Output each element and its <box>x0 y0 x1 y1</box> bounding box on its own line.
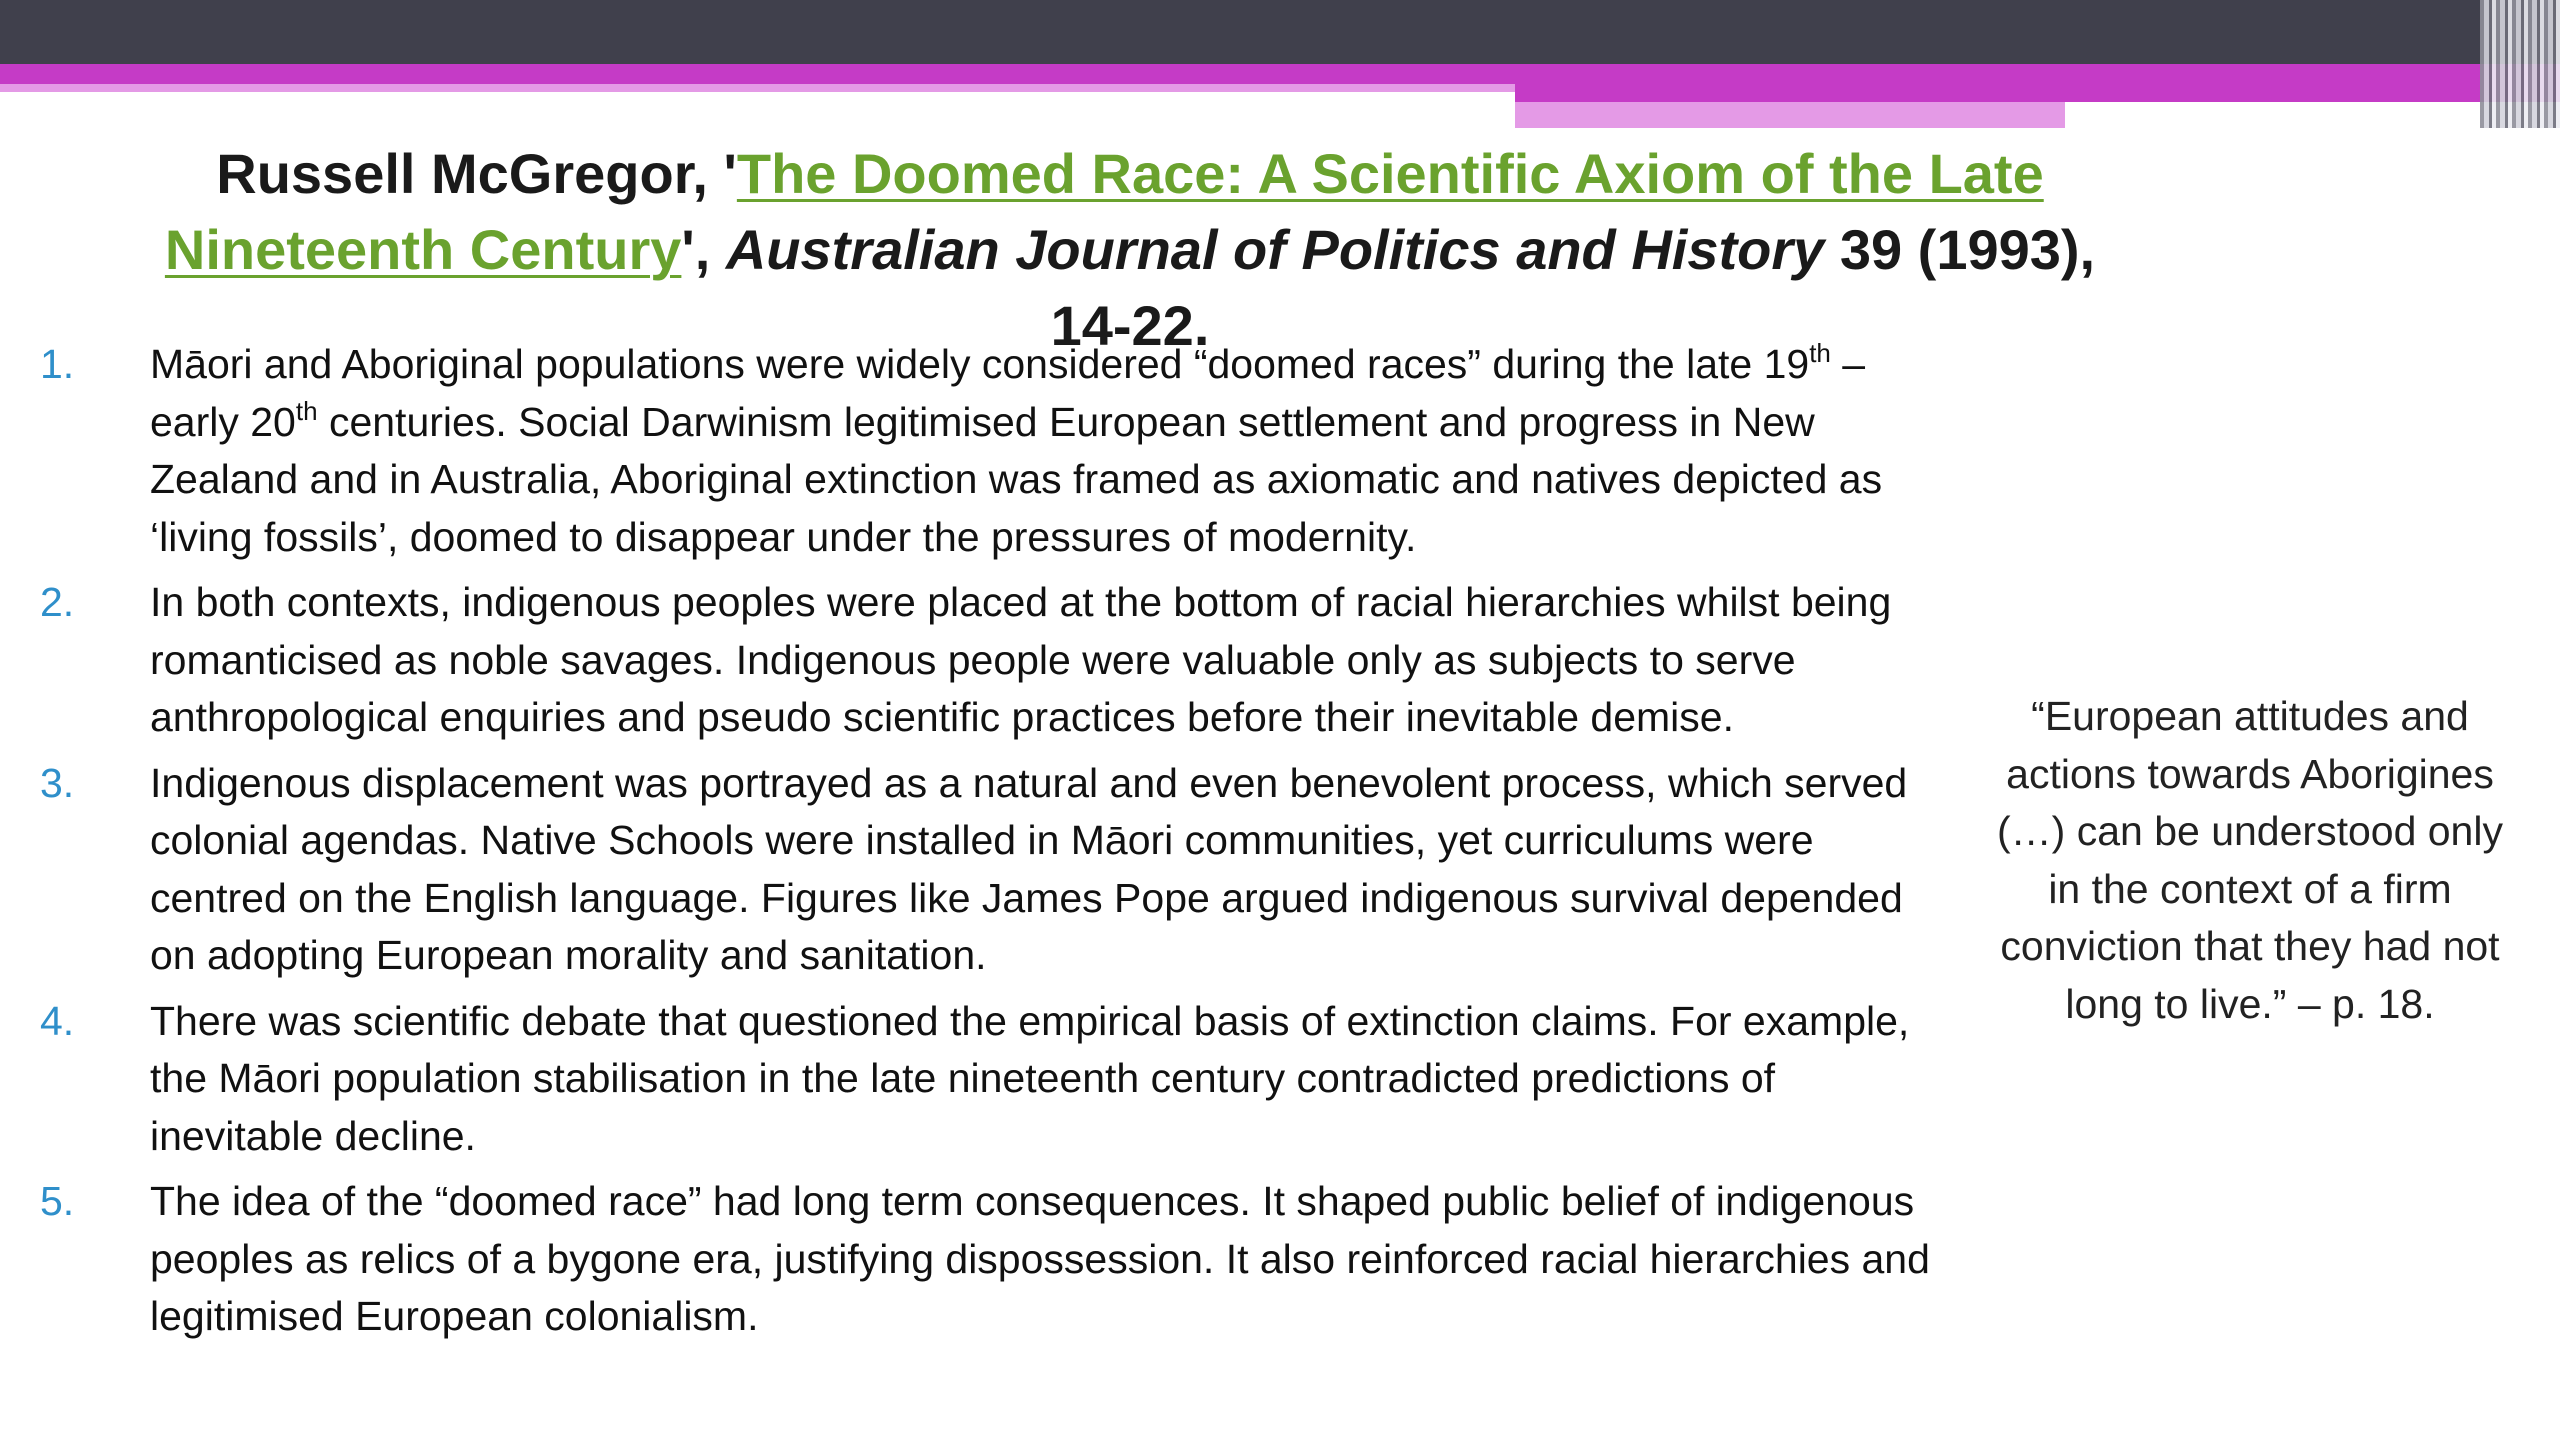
journal-name: Australian Journal of Politics and History <box>725 218 1825 281</box>
summary-list <box>40 336 1960 1354</box>
header-accent-highlight <box>2065 104 2375 110</box>
list-item <box>40 574 1960 747</box>
text-segment: centuries. Social Darwinism legitimised European settlement and progress in New Zealand and in Australia, Aboriginal extinction was framed as axiomatic and natives depicted as ‘living fossils’, doomed to disappear under the pressures of modernity. <box>150 398 1883 560</box>
superscript: th <box>1809 338 1831 368</box>
list-item-text: The idea of the “doomed race” had long term consequences. It shaped public belief of indigenous peoples as relics of a bygone era, justifying dispossession. It also reinforced racial hierarchies and legitimised European colonialism. <box>150 1178 1930 1339</box>
text-segment: Māori and Aboriginal populations were widely considered “doomed races” during the late 19 <box>150 341 1810 387</box>
list-item <box>40 1173 1960 1346</box>
list-item-text: In both contexts, indigenous peoples were placed at the bottom of racial hierarchies whilst being romanticised as noble savages. Indigenous people were valuable only as subjects to serve anthropological enquiries and pseudo scientific practices before their inevitable demise. <box>150 579 1892 740</box>
superscript: th <box>295 395 318 426</box>
header-bar <box>0 0 2560 64</box>
header-accent-stripe <box>0 64 2560 84</box>
slide-title <box>130 136 2130 364</box>
header-edge-stripes <box>2480 0 2560 128</box>
list-number: 1. <box>40 341 75 387</box>
list-number: 4. <box>40 997 75 1044</box>
title-citation: 39 (1993), 14-22. <box>1050 218 2096 357</box>
title-author: Russell McGregor, ' <box>216 142 737 205</box>
list-item <box>40 993 1960 1166</box>
list-number: 3. <box>40 759 75 806</box>
list-item <box>40 336 1960 566</box>
title-separator: ', <box>681 218 726 281</box>
list-item <box>40 755 1960 985</box>
side-quote: “European attitudes and actions towards Aborigines (…) can be understood only in the context of a firm conviction that they had not long to live.” – p. 18. <box>1997 693 2503 1027</box>
header-accent-step <box>1515 84 2560 102</box>
list-item-text: Indigenous displacement was portrayed as a natural and even benevolent process, which served colonial agendas. Native Schools were installed in Māori communities, yet curriculums were centred on the English language. Figures like James Pope argued indigenous survival depended on adopting European morality and sanitation. <box>150 759 1908 978</box>
list-number: 5. <box>40 1178 75 1224</box>
header-accent-low <box>1515 102 2065 128</box>
list-item-text <box>150 336 1950 566</box>
header-accent-thin <box>0 84 1515 92</box>
article-link[interactable]: The Doomed Race: A Scientific Axiom of the Late Nineteenth Century <box>164 142 2044 281</box>
text-segment: – early 20 <box>150 341 1866 445</box>
list-item-text: There was scientific debate that questioned the empirical basis of extinction claims. For example, the Māori population stabilisation in the late nineteenth century contradicted predictions of inevitable decline. <box>150 997 1910 1159</box>
list-number: 2. <box>40 579 75 625</box>
